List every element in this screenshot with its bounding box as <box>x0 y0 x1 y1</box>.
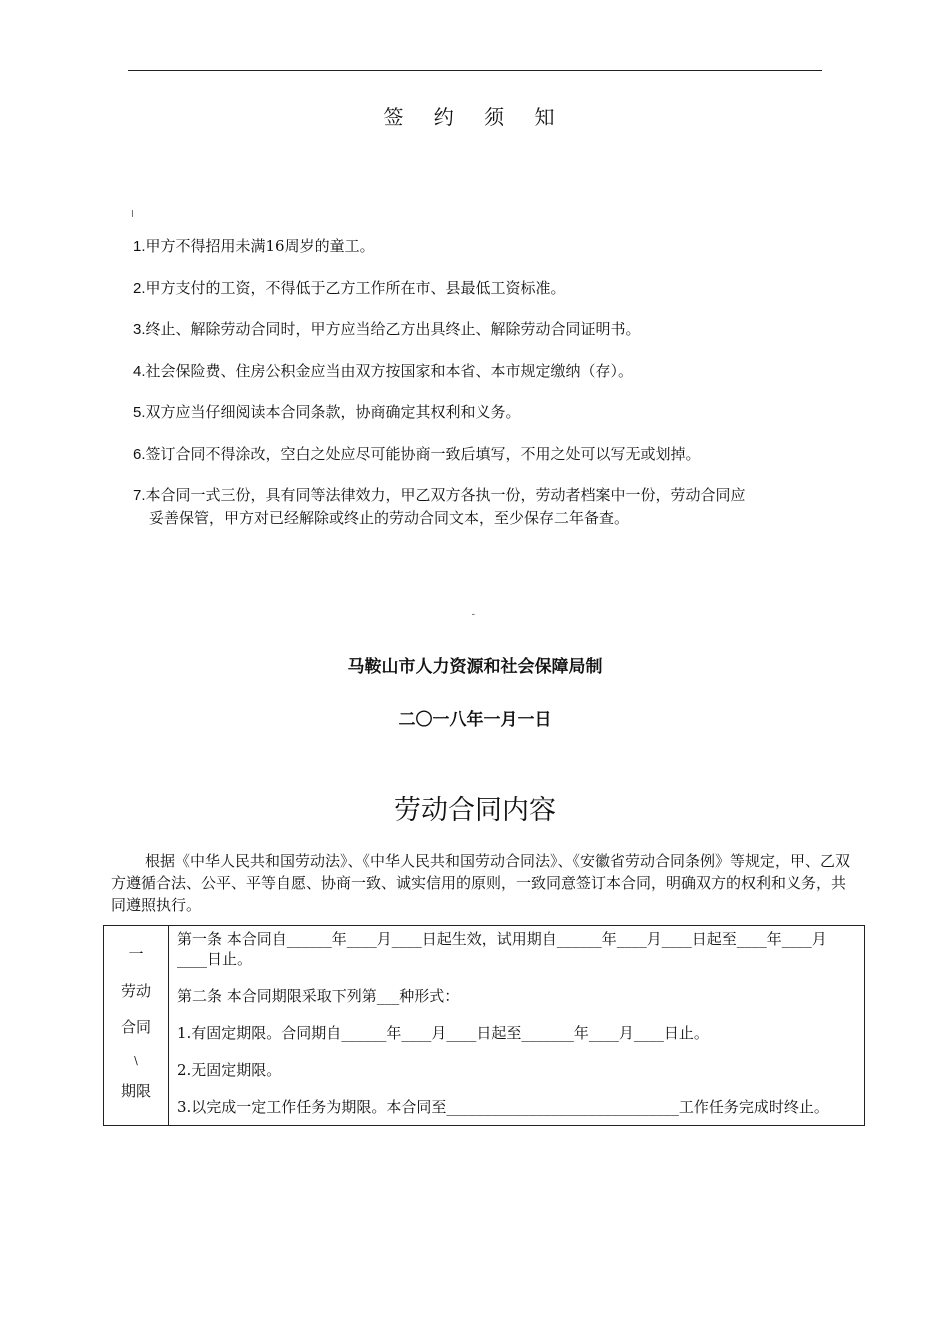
section-label <box>104 926 169 1126</box>
term-option-1: 1.有固定期限。合同期自______年____月____日起至_______年____月____日止。 <box>177 1024 709 1042</box>
notice-list <box>133 235 833 529</box>
section-label-part: 一 <box>128 945 144 963</box>
notice-item <box>133 360 833 402</box>
item-number: 3. <box>133 321 146 338</box>
section-label-part: \ <box>134 1054 138 1067</box>
item-number: 4. <box>133 362 146 380</box>
item-text: 甲方支付的工资，不得低于乙方工作所在市、县最低工资标准。 <box>145 278 566 297</box>
article-2: 第二条 本合同期限采取下列第___种形式： <box>177 987 460 1005</box>
contract-title: 劳动合同内容 <box>394 795 556 826</box>
notice-item <box>133 235 833 277</box>
notice-item <box>133 277 833 319</box>
item-number: 7. <box>133 487 146 504</box>
item-number: 2. <box>133 279 146 297</box>
section-label-part: 期限 <box>120 1082 151 1100</box>
item-text: 双方应当仔细阅读本合同条款，协商确定其权利和义务。 <box>145 403 521 421</box>
issue-date: 二〇一八年一月一日 <box>398 710 552 730</box>
item-number: 6. <box>133 445 146 463</box>
contract-term-table <box>103 925 865 1126</box>
item-text: 终止、解除劳动合同时，甲方应当给乙方出具终止、解除劳动合同证明书。 <box>145 320 641 338</box>
term-option-2: 2.无固定期限。 <box>177 1061 282 1079</box>
notice-item <box>133 318 833 360</box>
stray-mark: ǀ <box>131 210 134 220</box>
item-text: 社会保险费、住房公积金应当由双方按国家和本省、本市规定缴纳（存）。 <box>145 361 634 380</box>
section-body <box>169 926 865 1126</box>
item-number: 1. <box>133 238 146 255</box>
item-number: 5. <box>133 404 146 421</box>
contract-intro: 根据《中华人民共和国劳动法》、《中华人民共和国劳动合同法》、《安徽省劳动合同条例》等规定，甲、乙双方遵循合法、公平、平等自愿、协商一致、诚实信用的原则，一致同意签订本合同，明确双方的权利和义务，共同遵照执行。 <box>111 852 851 914</box>
notice-title: 签 约 须 知 <box>383 105 567 129</box>
term-option-3: 3.以完成一定工作任务为期限。本合同至_______________________________工作任务完成时终止。 <box>177 1098 829 1116</box>
section-label-part: 合同 <box>120 1018 151 1036</box>
notice-item <box>133 443 833 485</box>
item-text: 签订合同不得涂改，空白之处应尽可能协商一致后填写，不用之处可以写无或划掉。 <box>145 444 701 463</box>
article-1: 第一条 本合同自______年____月____日起生效，试用期自______年____月____日起至____年____月____日止。 <box>177 930 827 968</box>
issuer: 马鞍山市人力资源和社会保障局制 <box>347 657 603 677</box>
item-text: 甲方不得招用未满16周岁的童工。 <box>145 237 375 255</box>
top-rule <box>128 70 822 71</box>
item-text: 本合同一式三份，具有同等法律效力，甲乙双方各执一份，劳动者档案中一份，劳动合同应 <box>145 486 746 504</box>
stray-mark: ˉ <box>471 614 476 624</box>
notice-item <box>133 401 833 443</box>
section-label-part: 劳动 <box>120 982 151 1000</box>
item-text-continuation: 妥善保管，甲方对已经解除或终止的劳动合同文本，至少保存二年备查。 <box>149 509 630 527</box>
notice-item <box>133 484 833 529</box>
